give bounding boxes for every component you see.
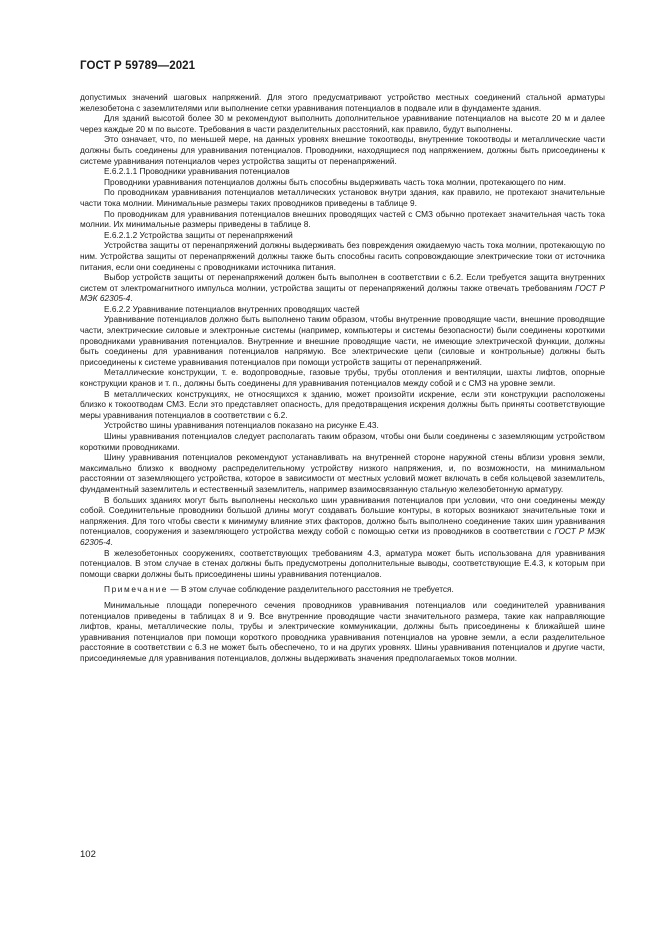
paragraph: Уравнивание потенциалов должно быть выполнено таким образом, чтобы внутренние проводящие части, внешние проводящие части, электрические силовые и электронные системы (например, компьютеры и системы безопасности) были соединены короткими проводниками уравнивания потенциалов. Внутренние и внешние проводящие части, не имеющие электрической функции, должны быть соединены для уравнивания потенциалов напрямую. Все электрические цепи (силовые и контрольные) должны быть присоединены к системе уравнивания потенциалов при помощи устройств защиты от перенапряжений.: [80, 314, 605, 367]
paragraph: Устройства защиты от перенапряжений должны выдерживать без повреждения ожидаемую часть тока молнии, протекающую по ним. Устройства защиты от перенапряжений должны также быть способны гасить сопровождающие электрические токи от источника питания, если они соединены с проводниками источника питания.: [80, 240, 605, 272]
paragraph: [80, 272, 605, 304]
document-body: [80, 92, 605, 663]
paragraph: Металлические конструкции, т. е. водопроводные, газовые трубы, трубы отопления и вентиляции, шахты лифтов, опорные конструкции кранов и т. п., должны быть соединены для уравнивания потенциалов между собой и с СМЗ на уровне земли.: [80, 367, 605, 389]
paragraph: По проводникам уравнивания потенциалов металлических установок внутри здания, как правило, не протекают значительные части тока молнии. Минимальные размеры таких проводников приведены в таблице 9.: [80, 187, 605, 208]
paragraph: В металлических конструкциях, не относящихся к зданию, может произойти искрение, если эти конструкции расположены близко к токоотводам СМЗ. Если это представляет опасность, для предотвращения искрения должны быть приняты соответствующие меры уравнивания потенциалов в соответствии с 6.2.: [80, 388, 605, 420]
paragraph: В железобетонных сооружениях, соответствующих требованиям 4.3, арматура может быть использована для уравнивания потенциалов. В этом случае в стенах должны быть предусмотрены дополнительные выводы, соответствующие Е.4.3, к которым при помощи сварки должны быть присоединены шины уравнивания потенциалов.: [80, 547, 605, 579]
paragraph-text: В больших зданиях могут быть выполнены несколько шин уравнивания потенциалов при условии, что они соединены между собой. Соединительные проводники большой длины могут создавать большие контуры, в которых возникают значительные токи и напряжения. Для того чтобы свести к минимуму влияние этих факторов, должно быть выполнено соединение таких шин уравнивания потенциалов, сооружения и заземляющего устройства между собой с помощью сетки из проводников в соответствии с: [80, 494, 605, 537]
paragraph: Для зданий высотой более 30 м рекомендуют выполнить дополнительное уравнивание потенциалов на высоте 20 м и далее через каждые 20 м по высоте. Требования в части разделительных расстояний, как правило, будут выполнены.: [80, 113, 605, 134]
period: .: [130, 293, 133, 304]
paragraph: Шины уравнивания потенциалов следует располагать таким образом, чтобы они были соединены с заземляющим устройством короткими проводниками.: [80, 431, 605, 452]
document-header: ГОСТ Р 59789—2021: [80, 60, 196, 72]
period: .: [110, 536, 113, 547]
paragraph-text: Выбор устройств защиты от перенапряжений должен быть выполнен в соответствии с 6.2. Если требуется защита внутренних систем от электромагнитного импульса молнии, устройства защиты от перенапряжений должны также отвечать требованиям: [80, 272, 605, 293]
section-heading: Е.6.2.1.1 Проводники уравнивания потенциалов: [104, 166, 290, 177]
paragraph: Шину уравнивания потенциалов рекомендуют устанавливать на внутренней стороне наружной стены вблизи уровня земли, максимально близко к вводному распределительному устройству низкого напряжения, и, по возможности, на минимальном расстоянии от заземляющего устройства, которое в зависимости от местных условий может включать в себя кольцевой заземлитель, фундаментный заземлитель и естественный заземлитель, например взаимосвязанную стальную железобетонную арматуру.: [80, 452, 605, 494]
paragraph: Проводники уравнивания потенциалов должны быть способны выдерживать часть тока молнии, протекающего по ним.: [104, 176, 566, 187]
note: [80, 584, 605, 595]
section-heading: Е.6.2.1.2 Устройства защиты от перенапряжений: [104, 229, 293, 240]
paragraph: Устройство шины уравнивания потенциалов показано на рисунке Е.43.: [104, 420, 379, 431]
note-text: — В этом случае соблюдение разделительного расстояния не требуется.: [168, 584, 454, 595]
paragraph: Это означает, что, по меньшей мере, на данных уровнях внешние токоотводы, внутренние токоотводы и металлические части должны быть соединены для уравнивания потенциалов. Проводники, находящиеся под напряжением, должны быть присоединены к системе уравнивания потенциалов через устройства защиты от перенапряжений.: [80, 134, 605, 166]
standard-reference: ГОСТ Р МЭК 62305-4: [80, 282, 605, 304]
paragraph: допустимых значений шаговых напряжений. Для этого предусматривают устройство местных соединений стальной арматуры железобетона с заземлителями или выполнение сетки уравнивания потенциалов в подвале или в фундаменте здания.: [80, 92, 605, 113]
section-heading: Е.6.2.2 Уравнивание потенциалов внутренних проводящих частей: [104, 303, 360, 314]
standard-reference: ГОСТ Р МЭК 62305-4: [80, 526, 605, 547]
paragraph: [80, 495, 605, 548]
paragraph: Минимальные площади поперечного сечения проводников уравнивания потенциалов или соединителей уравнивания потенциалов приведены в таблицах 8 и 9. Все внутренние проводящие части значительного размера, такие как направляющие лифтов, краны, металлические полы, трубы и электрические коммуникации, должны быть присоединены к ближайшей шине уравнивания потенциалов при помощи короткого проводника уравнивания потенциалов на уровне земли, а если разделительное расстояние в соответствии с 6.3 не может быть обеспечено, то и на других уровнях. Шины уравнивания потенциалов и другие части, присоединяемые для уравнивания потенциалов, должны выдерживать значения предполагаемых токов молнии.: [80, 599, 605, 663]
note-label: Примечание: [104, 584, 169, 595]
page-number: 102: [80, 849, 96, 860]
paragraph: По проводникам для уравнивания потенциалов внешних проводящих частей с СМЗ обычно протекает значительная часть тока молнии. Их минимальные размеры приведены в таблице 8.: [80, 208, 605, 230]
